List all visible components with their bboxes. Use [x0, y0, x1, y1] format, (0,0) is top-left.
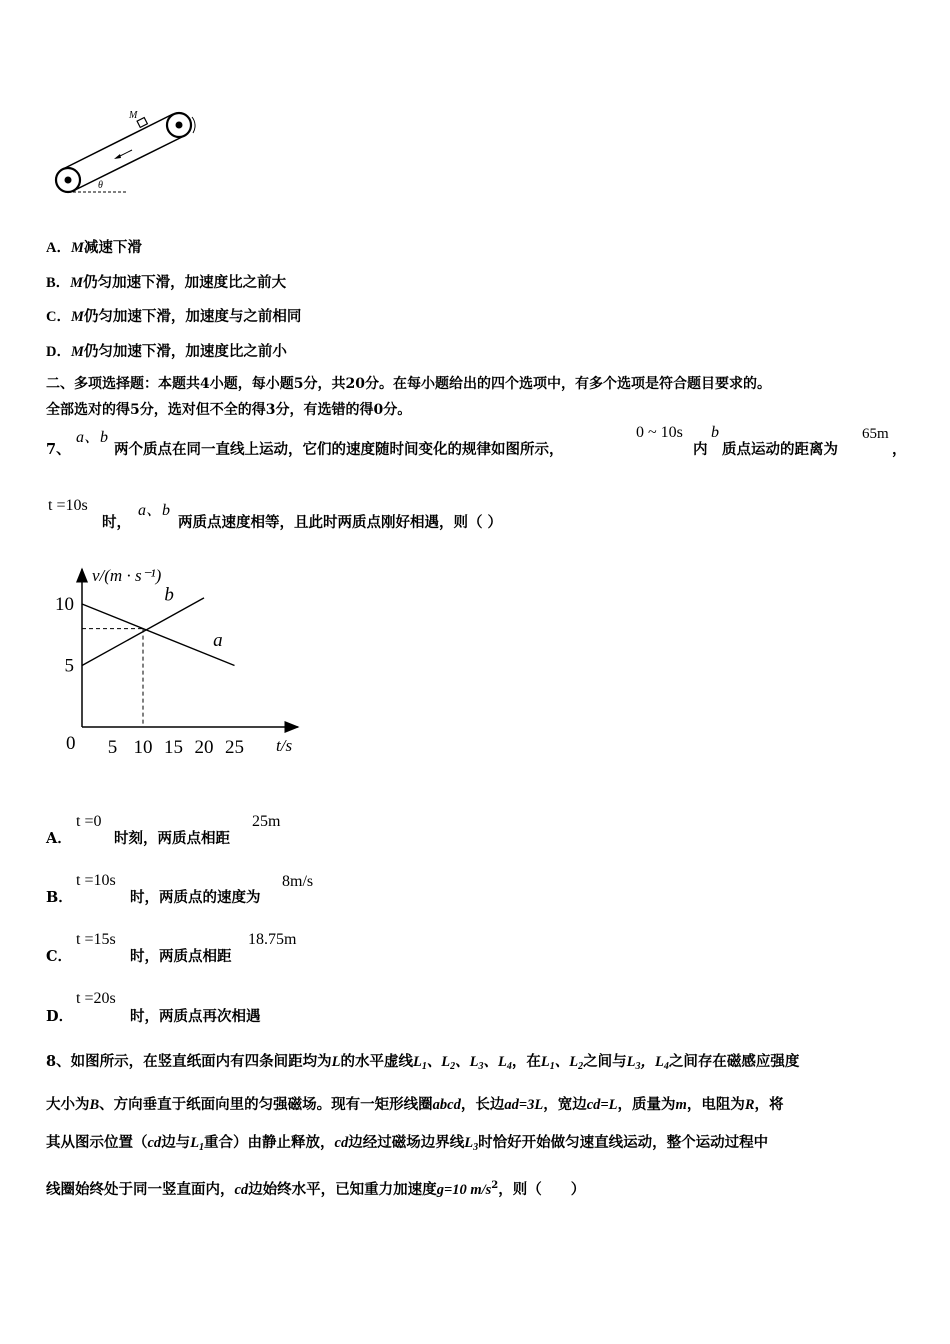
q7-text5: 两质点速度相等，且此时两质点刚好相遇，则（ ） [178, 514, 503, 531]
q6-option-d[interactable]: D．M仍匀加速下滑，加速度比之前小 [46, 343, 287, 360]
rotation-arrow [192, 117, 195, 133]
section2-line2: 全部选对的得5分，选对但不全的得3分，有选错的得0分。 [46, 402, 412, 418]
q6-option-a[interactable]: A．M减速下滑 [46, 239, 142, 256]
q7-option-a-math: t =0 [76, 813, 102, 830]
velocity-time-chart [46, 555, 316, 765]
series-label-b: b [164, 584, 174, 606]
q7-range: 0 ~ 10s [636, 424, 683, 441]
q7-option-a-val: 25m [252, 813, 281, 830]
y-axis-label: v/(m · s⁻¹) [92, 566, 162, 585]
q7-text3: 质点运动的距离为 [722, 441, 838, 458]
belt-arrow-head [114, 154, 121, 159]
belt-bottom [74, 136, 185, 191]
q7-ab: a、b [76, 429, 109, 446]
section2-line1: 二、多项选择题：本题共4小题，每小题5分，共20分。在每小题给出的四个选项中，有多个选项是符合题目要求的。 [46, 376, 771, 392]
angle-label: θ [98, 180, 103, 191]
origin-label: 0 [66, 733, 76, 754]
q7-option-a-text: 时刻，两质点相距 [114, 830, 230, 847]
q7-option-c-val: 18.75m [248, 931, 297, 948]
x-tick-label-5: 5 [107, 737, 118, 758]
q8-paragraph: 8、如图所示，在竖直纸面内有四条间距均为L的水平虚线$L_1$、$L_2$、$L_3$、$L_4$，在$L_1$、$L_2$之间与$L_3$，$L_4$之间存在磁感应强度 大小为B、方向垂直于纸面向里的匀强磁场。现有一矩形线圈abcd，长边ad=3L，宽边cd=L，质量为m，电阻为R，将 其从图示位置（cd边与$L_1$重合）由静止释放，cd边经过磁场边界线$L_3$时恰好开始做匀速直线运动，整个运动过程中 线圈始终处于同一竖直面内，cd边始终水平，已知重力加速度g=10 $m/s^2$，则（ ） [46, 1053, 800, 1198]
q7-option-b-math: t =10s [76, 872, 116, 889]
q7-ab-2: a、b [138, 502, 171, 519]
y-tick-label-5: 5 [64, 655, 74, 677]
q7-t10: t =10s [48, 497, 88, 514]
q7-text2: 内 [693, 441, 708, 458]
mass-label: M [129, 110, 138, 121]
y-tick-label-10: 10 [55, 594, 74, 615]
q7-b: b [711, 424, 719, 441]
block-m [137, 118, 147, 128]
q6-option-b[interactable]: B．M仍匀加速下滑，加速度比之前大 [46, 274, 287, 291]
belt-top [62, 114, 173, 170]
top-pulley-axle [176, 122, 183, 129]
q7-comma: ， [892, 441, 907, 458]
series-label-a: a [213, 629, 223, 651]
q7-option-c-math: t =15s [76, 931, 116, 948]
q7-text4: 时， [102, 514, 131, 531]
q7-option-b-text: 时，两质点的速度为 [130, 889, 261, 906]
bottom-pulley-axle [65, 177, 72, 184]
q7-number: 7、 [46, 441, 71, 458]
series-line-a [82, 604, 235, 666]
q7-dist: 65m [862, 426, 889, 442]
q7-option-d-math: t =20s [76, 990, 116, 1007]
q7-option-b-val: 8m/s [282, 873, 314, 890]
q7-option-c-text: 时，两质点相距 [130, 948, 232, 965]
x-tick-label-10: 10 [133, 737, 153, 758]
q7-text1: 两个质点在同一直线上运动，它们的速度随时间变化的规律如图所示， [114, 441, 564, 458]
x-tick-label-25: 25 [225, 737, 244, 758]
conveyor-belt-figure [46, 100, 216, 200]
q6-option-c[interactable]: C．M仍匀加速下滑，加速度与之前相同 [46, 308, 302, 325]
series-line-b [82, 598, 204, 666]
x-tick-label-15: 15 [164, 737, 183, 758]
q7-option-d-text: 时，两质点再次相遇 [130, 1008, 261, 1025]
x-axis-label: t/s [276, 736, 293, 755]
x-tick-label-20: 20 [194, 737, 214, 758]
